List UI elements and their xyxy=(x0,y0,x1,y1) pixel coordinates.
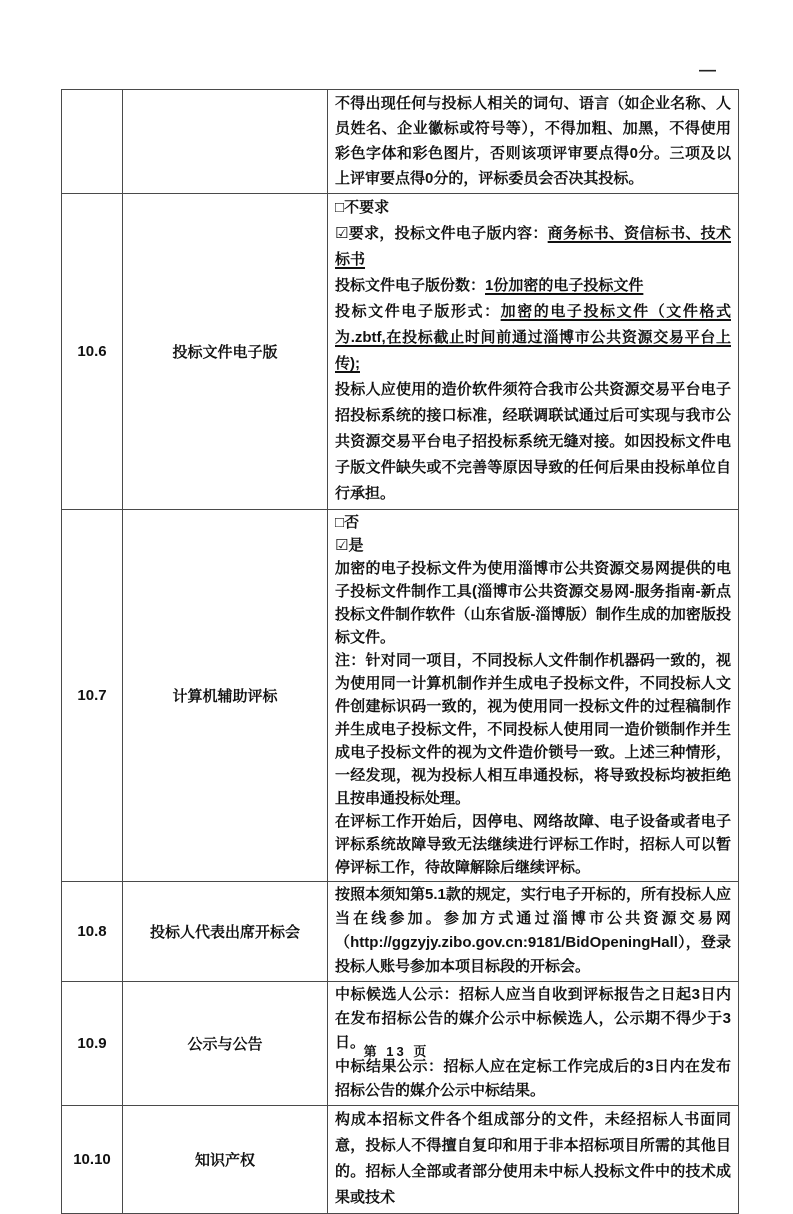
row-content-cell xyxy=(328,882,738,981)
text-segment: 要求，投标文件电子版内容： xyxy=(348,225,548,242)
page-number-footer: 第 13 页 xyxy=(363,1044,430,1059)
row-number: 10.10 xyxy=(73,1151,111,1168)
table-row xyxy=(62,90,738,193)
checkbox-unchecked-icon: □ xyxy=(335,199,345,216)
text-segment: 投标文件电子版份数： xyxy=(335,277,486,294)
text-segment: 加密的电子投标文件（文件格式为.zbtf,在投标截止时间前通过淄博市公共资源交易平台上传); xyxy=(335,303,731,372)
row-content-cell xyxy=(328,510,738,881)
text-segment: 投标文件电子版形式： xyxy=(335,303,501,320)
row-number: 10.9 xyxy=(77,1035,107,1052)
text-segment: 注：针对同一项目，不同投标人文件制作机器码一致的，视为使用同一计算机制作并生成电子投标文件，不同投标人文件创建标识码一致的，视为使用同一投标文件的过程稿制作并生成电子投标文件，不同投标人使用同一造价锁制作并生成电子投标文件的视为文件造价锁号一致。上述三种情形，一经发现，视为投标人相互串通投标，将导致投标均被拒绝且按串通投标处理。 xyxy=(335,652,731,807)
content-paragraph xyxy=(335,377,731,507)
header-dash-mark: — xyxy=(699,60,716,79)
text-segment: 中标结果公示：招标人应在定标工作完成后的3日内在发布招标公告的媒介公示中标结果。 xyxy=(335,1058,731,1099)
text-segment: 1份加密的电子投标文件 xyxy=(485,277,644,294)
row-number-cell xyxy=(62,90,123,193)
text-segment: 是 xyxy=(348,537,364,554)
text-segment: 按照本须知第5.1款的规定，实行电子开标的，所有投标人应当在线参加。参加方式通过淄博市公共资源交易网（http://ggzyjy.zibo.gov.cn:9181/BidOpeningHall），登录投标人账号参加本项目标段的开标会。 xyxy=(335,886,731,975)
table-row xyxy=(62,193,738,509)
row-number: 10.6 xyxy=(77,343,107,360)
text-segment: 中标候选人公示：招标人应当自收到评标报告之日起3日内在发布招标公告的媒介公示中标候选人，公示期不得少于3日。 xyxy=(335,986,731,1051)
content-paragraph xyxy=(335,557,731,649)
table-row xyxy=(62,1105,738,1213)
text-segment: 不得出现任何与投标人相关的词句、语言（如企业名称、人员姓名、企业徽标或符号等），不得加粗、加黑，不得使用彩色字体和彩色图片，否则该项评审要点得0分。三项及以上评审要点得0分的，评标委员会否决其投标。 xyxy=(335,95,731,187)
content-paragraph xyxy=(335,534,731,557)
row-label-cell xyxy=(123,1106,328,1213)
row-label: 投标文件电子版 xyxy=(172,344,278,361)
content-paragraph xyxy=(335,91,731,191)
content-paragraph xyxy=(335,299,731,377)
content-paragraph xyxy=(335,810,731,879)
row-label-cell xyxy=(123,510,328,881)
row-label: 公示与公告 xyxy=(187,1036,263,1053)
content-paragraph xyxy=(335,649,731,810)
row-content-cell xyxy=(328,90,738,193)
row-content-cell xyxy=(328,194,738,509)
content-paragraph xyxy=(335,195,731,221)
content-paragraph xyxy=(335,273,731,299)
content-paragraph xyxy=(335,1107,731,1211)
row-number: 10.8 xyxy=(77,923,107,940)
table-row xyxy=(62,509,738,881)
row-number-cell xyxy=(62,882,123,981)
row-label: 投标人代表出席开标会 xyxy=(149,924,300,941)
table-row xyxy=(62,881,738,981)
text-segment: 商务标书、资信标书、技术标书 xyxy=(335,225,731,268)
row-number-cell xyxy=(62,194,123,509)
checkbox-checked-icon: ☑ xyxy=(335,537,349,554)
text-segment: 构成本招标文件各个组成部分的文件，未经招标人书面同意，投标人不得擅自复印和用于非本招标项目所需的其他目的。招标人全部或者部分使用未中标人投标文件中的技术成果或技术 xyxy=(335,1111,731,1206)
row-label-cell xyxy=(123,90,328,193)
text-segment: 不要求 xyxy=(344,199,390,216)
text-segment: 加密的电子投标文件为使用淄博市公共资源交易网提供的电子投标文件制作工具(淄博市公共资源交易网-服务指南-新点投标文件制作软件（山东省版-淄博版）制作生成的加密版投标文件。 xyxy=(335,560,731,646)
row-label: 知识产权 xyxy=(194,1152,255,1169)
row-label: 计算机辅助评标 xyxy=(172,688,278,705)
row-label-cell xyxy=(123,882,328,981)
row-number-cell xyxy=(62,510,123,881)
content-paragraph xyxy=(335,1055,731,1103)
row-content-cell xyxy=(328,1106,738,1213)
content-paragraph xyxy=(335,883,731,979)
row-number: 10.7 xyxy=(77,687,107,704)
text-segment: 投标人应使用的造价软件须符合我市公共资源交易平台电子招投标系统的接口标准，经联调联试通过后可实现与我市公共资源交易平台电子招投标系统无缝对接。如因投标文件电子版文件缺失或不完善等原因导致的任何后果由投标单位自行承担。 xyxy=(335,381,731,502)
checkbox-unchecked-icon: □ xyxy=(335,514,345,531)
content-paragraph xyxy=(335,511,731,534)
text-segment: 在评标工作开始后，因停电、网络故障、电子设备或者电子评标系统故障导致无法继续进行评标工作时，招标人可以暂停评标工作，待故障解除后继续评标。 xyxy=(335,813,731,876)
checkbox-checked-icon: ☑ xyxy=(335,225,349,242)
text-segment: 否 xyxy=(344,514,360,531)
content-paragraph xyxy=(335,221,731,273)
row-number-cell xyxy=(62,1106,123,1213)
row-label-cell xyxy=(123,194,328,509)
